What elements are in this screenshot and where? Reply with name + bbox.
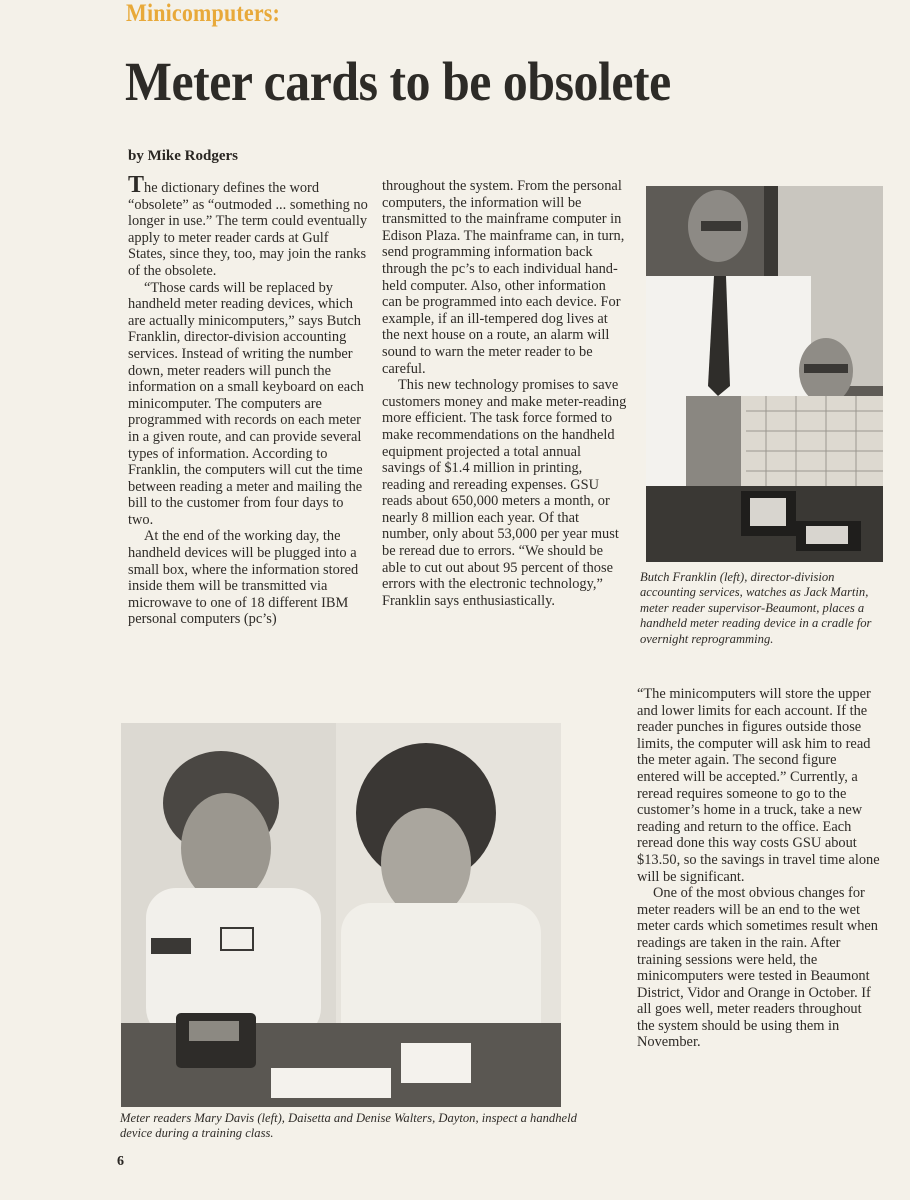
section-kicker: Minicomputers: [126,0,280,27]
photo-two-women-training [121,723,561,1107]
paragraph-text: he dictionary defines the word “obsolete” as “outmoded ... something no longer in use.” The term could eventually apply to meter reader cards at Gulf States, since they, too, may join the ranks of the obsolete. [128,180,368,279]
photo-two-men-cradle [646,186,883,562]
paragraph: throughout the system. From the personal computers, the information will be transmitted to the mainframe computer in Edison Plaza. The mainframe can, in turn, send programming information back through the pc’s to each individual hand-held computer. Also, other information can be programmed into each device. For example, if an ill-tempered dog lives at the next house on a route, an alarm will sound to warn the meter reader to be careful. [382,178,625,377]
photo-illustration [121,723,561,1107]
paragraph: One of the most obvious changes for meter readers will be an end to the wet meter cards which sometimes result when readings are taken in the rain. After training sessions were held, the minicomputers were tested in Beaumont District, Vidor and Orange in October. If all goes well, meter readers throughout the system should be using them in November. [637,885,878,1051]
page-number: 6 [117,1154,124,1169]
byline: by Mike Rodgers [128,148,238,164]
drop-cap: T [128,172,145,198]
paragraph: This new technology promises to save customers money and make meter-reading more efficient. The task force formed to make recommendations on the handheld equipment projected a total annual savings of $1.4 million in printing, reading and rereading expenses. GSU reads about 650,000 meters a month, or nearly 8 million each year. Of that number, only about 53,000 per year must be reread due to errors. “We should be able to cut out about 95 percent of those errors with the electronic technology,” Franklin says enthusiastically. [382,377,627,609]
paragraph: “Those cards will be replaced by handheld meter reading devices, which are actually minicomputers,” says Butch Franklin, director-division accounting services. Instead of writing the number down, meter readers will punch the information on a small keyboard on each minicomputer. The computers are programmed with records on each meter in a given route, and can provide several types of information. According to Franklin, the computers will cut the time between reading a meter and mailing the bill to the customer from four days to two. [128,279,364,528]
article-column-3 [637,686,882,1051]
paragraph: “The minicomputers will store the upper and lower limits for each account. If the reader punches in figures outside those limits, the computer will ask him to read the meter again. The second figure entered will be accepted.” Currently, a reread requires someone to go to the customer’s home in a truck, take a new reading and return to the office. Each reread done this way costs GSU about $13.50, so the savings in travel time alone will be significant. [637,686,880,885]
article-column-2 [382,178,627,609]
photo-caption-bottom: Meter readers Mary Davis (left), Daisetta and Denise Walters, Dayton, inspect a handheld device during a training class. [120,1111,577,1141]
photo-caption-top: Butch Franklin (left), director-division accounting services, watches as Jack Martin, meter reader supervisor-Beaumont, places a handheld meter reading device in a cradle for overnight reprogramming. [640,570,872,646]
article-headline: Meter cards to be obsolete [125,51,671,112]
paragraph [128,172,368,280]
article-column-1 [128,172,368,628]
photo-illustration [646,186,883,562]
paragraph: At the end of the working day, the handheld devices will be plugged into a small box, where the information stored inside them will be transmitted via microwave to one of 18 different IBM personal computers (pc’s) [128,528,359,628]
